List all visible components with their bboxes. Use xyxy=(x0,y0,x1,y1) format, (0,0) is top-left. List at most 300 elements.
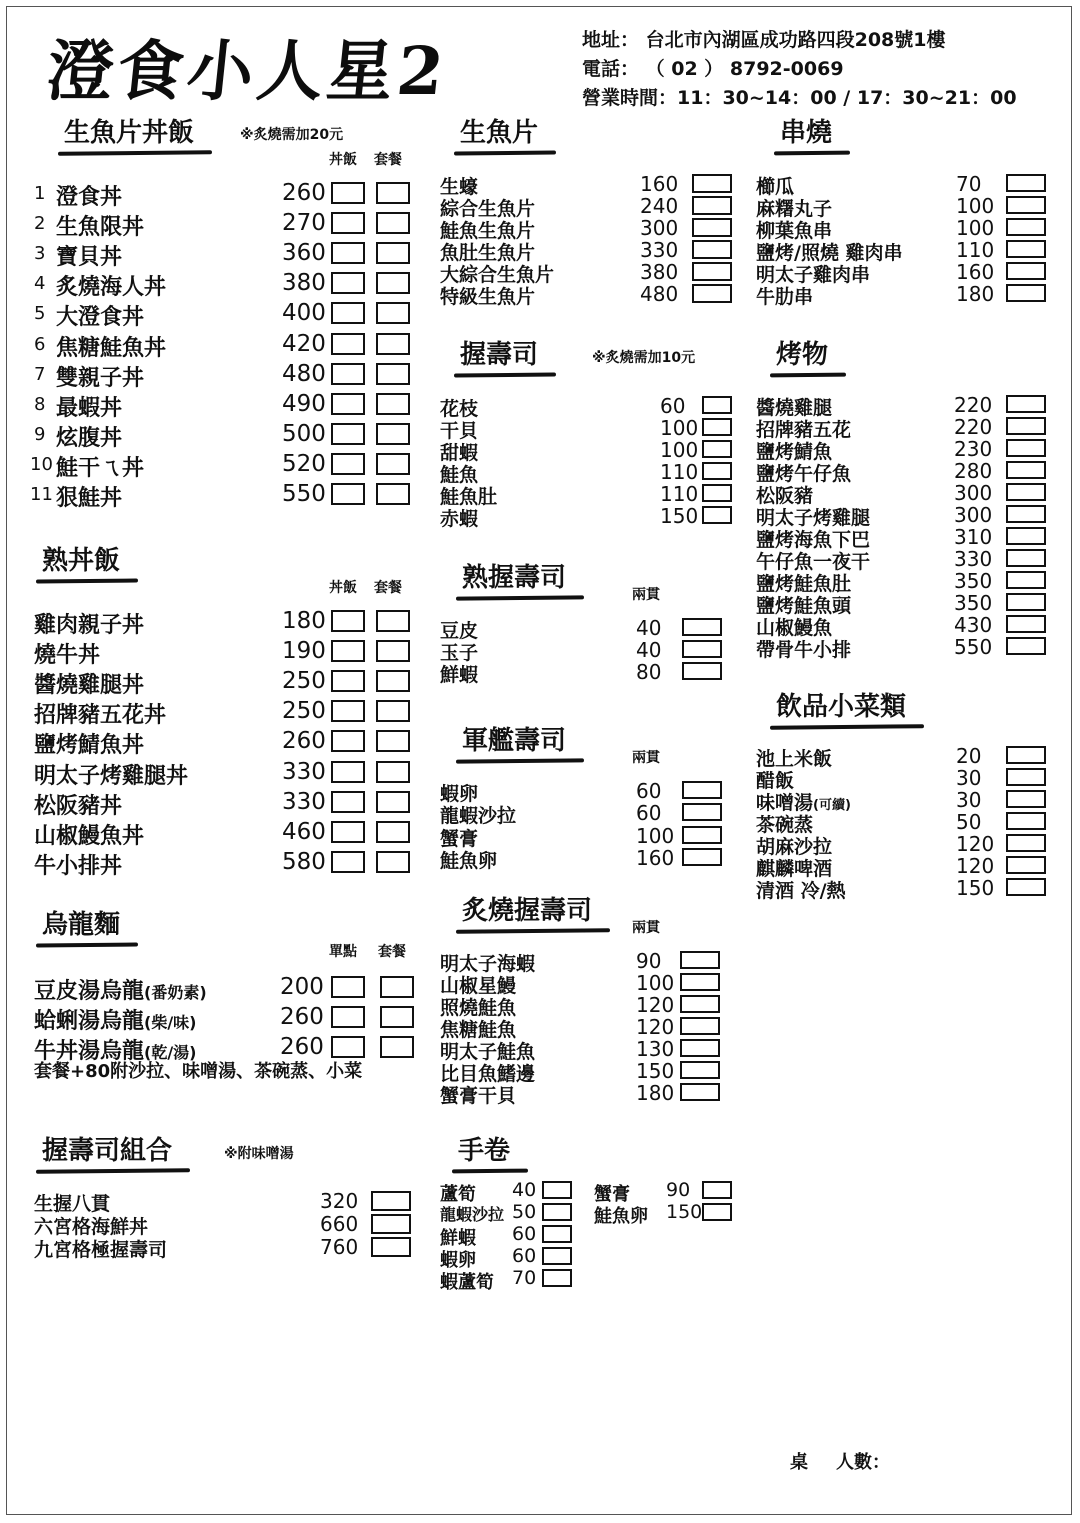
item-number: 11 xyxy=(30,484,53,505)
item-number: 9 xyxy=(34,423,46,445)
item-number: 8 xyxy=(34,393,46,415)
order-checkbox[interactable] xyxy=(331,700,365,722)
menu-item-name: 玉子 xyxy=(440,642,479,664)
menu-item-price: 120 xyxy=(956,854,995,878)
order-checkbox[interactable] xyxy=(1006,637,1046,655)
menu-item-price: 60 xyxy=(512,1223,537,1245)
order-checkbox[interactable] xyxy=(331,423,365,445)
order-checkbox[interactable] xyxy=(680,1061,720,1079)
menu-item-name: 清酒 冷/熱 xyxy=(756,880,846,902)
menu-item-price: 70 xyxy=(512,1267,537,1289)
section-title-s8: 軍艦壽司 xyxy=(460,720,570,763)
menu-item-name: 胡麻沙拉 xyxy=(756,836,833,858)
order-checkbox[interactable] xyxy=(1006,174,1046,192)
order-checkbox[interactable] xyxy=(702,484,732,502)
order-checkbox[interactable] xyxy=(371,1214,411,1234)
menu-item-name: 池上米飯 xyxy=(756,748,833,770)
order-checkbox[interactable] xyxy=(680,1083,720,1101)
menu-item-name: 雞肉親子丼 xyxy=(34,613,145,638)
item-number: 3 xyxy=(34,243,46,265)
order-checkbox[interactable] xyxy=(331,821,365,843)
order-checkbox[interactable] xyxy=(1006,549,1046,567)
menu-item-price: 460 xyxy=(282,818,326,845)
menu-item-price: 250 xyxy=(282,698,326,725)
menu-item-price: 160 xyxy=(956,260,995,284)
menu-item-name: 茶碗蒸 xyxy=(756,814,814,836)
menu-item-price: 120 xyxy=(956,832,995,856)
menu-item-price: 60 xyxy=(512,1245,537,1267)
order-checkbox[interactable] xyxy=(692,218,732,237)
order-checkbox[interactable] xyxy=(692,174,732,193)
section-title-s11: 串燒 xyxy=(778,112,836,155)
order-checkbox[interactable] xyxy=(376,730,410,752)
order-checkbox[interactable] xyxy=(1006,240,1046,258)
restaurant-logo: 澄食小人星2 xyxy=(43,32,452,110)
order-checkbox[interactable] xyxy=(542,1225,572,1243)
column-header-s9: 兩貫 xyxy=(632,920,660,936)
order-checkbox[interactable] xyxy=(331,333,365,355)
menu-item-name: 六宮格海鮮丼 xyxy=(34,1216,149,1238)
order-checkbox[interactable] xyxy=(1006,878,1046,896)
hours-text: 營業時間：11：30~14：00 / 17：30~21：00 xyxy=(582,87,1017,109)
menu-item-price: 180 xyxy=(282,608,326,634)
order-checkbox[interactable] xyxy=(682,618,722,636)
order-checkbox[interactable] xyxy=(680,951,720,969)
order-checkbox[interactable] xyxy=(1006,505,1046,523)
menu-item-price: 100 xyxy=(660,438,699,462)
order-checkbox[interactable] xyxy=(702,418,732,436)
menu-item-name: 牛肋串 xyxy=(756,286,814,308)
menu-item-price: 550 xyxy=(954,635,993,659)
menu-item-name: 山椒星鰻 xyxy=(440,975,517,997)
menu-item-name: 干貝 xyxy=(440,420,479,442)
order-checkbox[interactable] xyxy=(1006,196,1046,214)
menu-item-name: 綜合生魚片 xyxy=(440,198,536,220)
section-title-s1: 生魚片丼飯 xyxy=(62,112,198,155)
menu-item-name: 午仔魚一夜干 xyxy=(756,551,871,573)
menu-item-price: 380 xyxy=(282,270,326,297)
menu-item-name: 明太子烤雞腿 xyxy=(756,507,871,529)
menu-item-price: 160 xyxy=(640,172,679,196)
menu-item-price: 110 xyxy=(660,460,699,484)
menu-item-name: 松阪豬丼 xyxy=(34,793,123,819)
menu-item-name: 大綜合生魚片 xyxy=(440,264,555,286)
section-note-s4: ※附味噌湯 xyxy=(224,1146,294,1162)
menu-item-price: 490 xyxy=(282,390,326,417)
menu-item-name: 鹽烤鯖魚丼 xyxy=(34,733,145,759)
order-checkbox[interactable] xyxy=(376,302,410,324)
section-title-s6: 握壽司 xyxy=(458,334,542,377)
menu-item-name: 鹽烤鮭魚頭 xyxy=(756,595,852,617)
order-checkbox[interactable] xyxy=(331,851,365,873)
menu-item-price: 30 xyxy=(956,766,982,790)
menu-item-price: 380 xyxy=(640,260,679,284)
menu-item-name: 蝦卵 xyxy=(440,1250,476,1271)
section-note-s1: ※炙燒需加20元 xyxy=(240,127,344,143)
menu-item-name: 牛小排丼 xyxy=(34,853,123,879)
order-checkbox[interactable] xyxy=(1006,812,1046,830)
menu-item-name: 狠鮭丼 xyxy=(56,486,123,511)
column-header-s7: 兩貫 xyxy=(632,587,660,603)
menu-item-name: 鮭魚卵 xyxy=(594,1206,648,1227)
menu-item-price: 260 xyxy=(280,1004,324,1031)
menu-item-price: 310 xyxy=(954,525,993,549)
menu-item-price: 90 xyxy=(636,949,662,973)
menu-item-price: 150 xyxy=(956,876,995,900)
menu-item-name: 松阪豬 xyxy=(756,485,814,507)
order-checkbox[interactable] xyxy=(702,506,732,524)
menu-item-price: 350 xyxy=(954,591,993,615)
menu-item-price: 270 xyxy=(282,210,326,237)
menu-item-note: (番奶素) xyxy=(144,983,207,1002)
order-checkbox[interactable] xyxy=(542,1203,572,1221)
item-number: 1 xyxy=(34,183,46,204)
order-checkbox[interactable] xyxy=(1006,262,1046,280)
menu-item-price: 100 xyxy=(956,216,995,240)
store-info xyxy=(582,26,1017,113)
order-checkbox[interactable] xyxy=(376,363,410,385)
menu-item-name: 炫腹丼 xyxy=(56,425,123,451)
order-checkbox[interactable] xyxy=(331,791,365,813)
section-title-s13: 飲品小菜類 xyxy=(774,686,910,729)
menu-item-price: 180 xyxy=(956,282,995,306)
order-checkbox[interactable] xyxy=(376,851,410,873)
item-number: 2 xyxy=(34,213,46,235)
menu-item-name: 鮭魚肚 xyxy=(440,486,498,508)
menu-item-name: 明太子烤雞腿丼 xyxy=(34,763,189,789)
order-checkbox[interactable] xyxy=(1006,834,1046,852)
menu-item-price: 400 xyxy=(282,300,326,327)
section-title-s7: 熟握壽司 xyxy=(460,557,570,600)
menu-item-price: 420 xyxy=(282,330,326,357)
menu-item-price: 260 xyxy=(280,1034,324,1061)
menu-item-name: 燒牛丼 xyxy=(34,643,101,669)
menu-item-price: 350 xyxy=(954,569,993,593)
order-checkbox[interactable] xyxy=(376,670,410,692)
menu-item-name: 蟹膏 xyxy=(594,1184,630,1205)
menu-item-name: 麒麟啤酒 xyxy=(756,858,833,880)
order-checkbox[interactable] xyxy=(682,848,722,866)
section-title-s2: 熟丼飯 xyxy=(40,540,124,583)
order-checkbox[interactable] xyxy=(1006,483,1046,501)
menu-item-price: 70 xyxy=(956,172,982,196)
menu-item-name: 鹽烤鯖魚 xyxy=(756,441,833,463)
menu-item-name: 花枝 xyxy=(440,398,479,420)
menu-item-price: 120 xyxy=(636,993,675,1017)
menu-item-price: 100 xyxy=(956,194,995,218)
order-checkbox[interactable] xyxy=(331,640,365,662)
menu-item-price: 120 xyxy=(636,1015,675,1039)
menu-item-price: 550 xyxy=(282,481,326,507)
menu-item-price: 260 xyxy=(282,728,326,755)
menu-item-price: 360 xyxy=(282,240,326,267)
people-count-label: 人數： xyxy=(836,1452,890,1473)
order-checkbox[interactable] xyxy=(1006,439,1046,457)
menu-item-price: 260 xyxy=(282,180,326,206)
order-checkbox[interactable] xyxy=(331,761,365,783)
column-header-s2: 丼飯 xyxy=(329,580,357,596)
order-checkbox[interactable] xyxy=(682,781,722,799)
column-header-s8: 兩貫 xyxy=(632,750,660,766)
menu-item-name: 醬燒雞腿丼 xyxy=(34,673,145,699)
table-number-label: 桌 xyxy=(790,1452,808,1473)
menu-item-price: 110 xyxy=(660,482,699,506)
menu-item-name: 蝦蘆筍 xyxy=(440,1272,494,1293)
order-checkbox[interactable] xyxy=(1006,417,1046,435)
order-checkbox[interactable] xyxy=(702,440,732,458)
menu-item-name: 鹽烤/照燒 雞肉串 xyxy=(756,242,903,264)
menu-item-price: 130 xyxy=(636,1037,675,1061)
column-header-s3: 套餐 xyxy=(378,944,406,960)
menu-item-name: 特級生魚片 xyxy=(440,286,536,308)
order-checkbox[interactable] xyxy=(682,662,722,680)
order-checkbox[interactable] xyxy=(376,761,410,783)
menu-item-name: 雙親子丼 xyxy=(56,365,145,391)
address-text: 地址： 台北市內湖區成功路四段208號1樓 xyxy=(582,29,946,51)
phone-text: 電話： （ 02 ） 8792-0069 xyxy=(582,58,844,80)
order-checkbox[interactable] xyxy=(331,212,365,234)
column-header-s1: 丼飯 xyxy=(329,152,357,168)
order-checkbox[interactable] xyxy=(376,212,410,234)
column-header-s3: 單點 xyxy=(329,944,357,960)
menu-item-name: 焦糖鮭魚 xyxy=(440,1019,517,1041)
menu-item-price: 300 xyxy=(954,503,993,527)
menu-item-price: 330 xyxy=(282,788,326,815)
menu-item-name: 生蠔 xyxy=(440,176,479,198)
order-checkbox[interactable] xyxy=(702,462,732,480)
order-checkbox[interactable] xyxy=(376,393,410,415)
menu-item-name: 山椒鰻魚丼 xyxy=(34,823,145,849)
order-checkbox[interactable] xyxy=(682,803,722,821)
menu-item-price: 330 xyxy=(954,547,993,571)
menu-item-name: 味噌湯(可續) xyxy=(756,792,851,814)
menu-item-name: 醬燒雞腿 xyxy=(756,397,833,419)
menu-item-name: 鹽烤鮭魚肚 xyxy=(756,573,852,595)
order-checkbox[interactable] xyxy=(376,610,410,632)
menu-item-name: 蟹膏 xyxy=(440,827,479,850)
menu-item-price: 90 xyxy=(666,1179,691,1201)
order-checkbox[interactable] xyxy=(376,700,410,722)
menu-item-note: (柴/味) xyxy=(144,1013,197,1033)
order-checkbox[interactable] xyxy=(1006,571,1046,589)
menu-item-price: 220 xyxy=(954,393,993,417)
menu-item-name: 龍蝦沙拉 xyxy=(440,1205,505,1224)
menu-item-name: 澄食丼 xyxy=(56,185,123,210)
menu-item-name: 鮭魚 xyxy=(440,464,479,486)
order-checkbox[interactable] xyxy=(376,182,410,204)
order-checkbox[interactable] xyxy=(1006,790,1046,808)
menu-item-name: 寶貝丼 xyxy=(56,245,123,271)
order-checkbox[interactable] xyxy=(1006,856,1046,874)
order-checkbox[interactable] xyxy=(331,1006,365,1028)
menu-item-price: 40 xyxy=(636,616,662,640)
order-checkbox[interactable] xyxy=(1006,768,1046,786)
order-checkbox[interactable] xyxy=(692,262,732,281)
menu-item-price: 190 xyxy=(282,638,326,665)
order-checkbox[interactable] xyxy=(1006,395,1046,413)
menu-item-price: 520 xyxy=(282,450,326,477)
menu-item-name: 明太子海蝦 xyxy=(440,953,536,975)
section-title-s12: 烤物 xyxy=(774,334,832,377)
menu-item-name: 豆皮湯烏龍(番奶素) xyxy=(34,979,207,1004)
menu-item-price: 100 xyxy=(636,971,675,995)
menu-item-price: 30 xyxy=(956,788,982,812)
menu-item-price: 430 xyxy=(954,613,993,637)
section-title-s9: 炙燒握壽司 xyxy=(460,890,596,933)
order-checkbox[interactable] xyxy=(331,363,365,385)
menu-item-name: 鮭魚生魚片 xyxy=(440,220,536,242)
order-checkbox[interactable] xyxy=(331,670,365,692)
menu-item-name: 蟹膏干貝 xyxy=(440,1085,517,1107)
menu-item-price: 40 xyxy=(512,1179,537,1201)
order-checkbox[interactable] xyxy=(702,1203,732,1221)
menu-item-name: 招牌豬五花丼 xyxy=(34,703,167,729)
item-number: 10 xyxy=(30,453,53,475)
menu-item-name: 麻糬丸子 xyxy=(756,198,833,220)
order-checkbox[interactable] xyxy=(1006,615,1046,633)
menu-item-price: 240 xyxy=(640,194,679,218)
order-checkbox[interactable] xyxy=(542,1269,572,1287)
order-checkbox[interactable] xyxy=(1006,593,1046,611)
menu-item-price: 330 xyxy=(282,758,326,785)
menu-item-price: 150 xyxy=(666,1201,703,1223)
order-checkbox[interactable] xyxy=(542,1181,572,1199)
menu-item-price: 300 xyxy=(640,216,679,240)
order-checkbox[interactable] xyxy=(331,1036,365,1058)
item-number: 7 xyxy=(34,363,46,385)
section-footnote-s3: 套餐+80附沙拉、味噌湯、茶碗蒸、小菜 xyxy=(34,1061,363,1082)
menu-item-name: 帶骨牛小排 xyxy=(756,639,852,661)
order-checkbox[interactable] xyxy=(376,640,410,662)
order-checkbox[interactable] xyxy=(1006,218,1046,236)
order-checkbox[interactable] xyxy=(331,730,365,752)
order-checkbox[interactable] xyxy=(380,976,414,998)
section-title-s10: 手卷 xyxy=(456,1130,514,1173)
menu-item-price: 220 xyxy=(954,415,993,439)
order-checkbox[interactable] xyxy=(1006,527,1046,545)
menu-item-name: 山椒鰻魚 xyxy=(756,617,833,639)
menu-item-name: 醋飯 xyxy=(756,770,795,792)
menu-item-name: 最蝦丼 xyxy=(56,395,123,421)
menu-item-price: 150 xyxy=(636,1059,675,1083)
menu-item-name: 比目魚鰭邊 xyxy=(440,1063,536,1085)
menu-item-name: 炙燒海人丼 xyxy=(56,275,167,301)
order-checkbox[interactable] xyxy=(371,1237,411,1257)
menu-item-name: 鮭干ㄟ丼 xyxy=(56,455,145,481)
order-checkbox[interactable] xyxy=(702,396,732,414)
menu-item-price: 480 xyxy=(640,282,679,306)
menu-item-name: 明太子雞肉串 xyxy=(756,264,871,286)
order-checkbox[interactable] xyxy=(1006,746,1046,764)
column-header-s1: 套餐 xyxy=(374,152,402,168)
order-checkbox[interactable] xyxy=(376,453,410,475)
order-checkbox[interactable] xyxy=(331,182,365,204)
order-checkbox[interactable] xyxy=(376,791,410,813)
menu-item-price: 660 xyxy=(320,1212,359,1236)
order-checkbox[interactable] xyxy=(1006,284,1046,302)
menu-item-name: 招牌豬五花 xyxy=(756,419,852,441)
menu-item-name: 豆皮 xyxy=(440,620,479,642)
order-checkbox[interactable] xyxy=(376,333,410,355)
menu-item-price: 60 xyxy=(660,394,686,418)
order-checkbox[interactable] xyxy=(680,995,720,1013)
menu-item-name: 蘆筍 xyxy=(440,1184,476,1205)
menu-item-price: 50 xyxy=(956,810,982,834)
menu-item-name: 蛤蜊湯烏龍(柴/味) xyxy=(34,1009,197,1035)
menu-item-name: 龍蝦沙拉 xyxy=(440,805,517,828)
order-checkbox[interactable] xyxy=(331,393,365,415)
menu-item-name: 櫛瓜 xyxy=(756,176,795,198)
item-number: 5 xyxy=(34,303,46,325)
order-checkbox[interactable] xyxy=(331,610,365,632)
order-checkbox[interactable] xyxy=(371,1191,411,1211)
order-checkbox[interactable] xyxy=(680,973,720,991)
menu-item-price: 50 xyxy=(512,1201,537,1223)
order-checkbox[interactable] xyxy=(680,1017,720,1035)
menu-item-price: 500 xyxy=(282,420,326,447)
menu-item-name: 鮮蝦 xyxy=(440,664,479,686)
menu-item-price: 80 xyxy=(636,660,662,684)
menu-item-name: 魚肚生魚片 xyxy=(440,242,536,264)
order-checkbox[interactable] xyxy=(331,302,365,324)
menu-item-name: 赤蝦 xyxy=(440,508,479,530)
order-checkbox[interactable] xyxy=(376,423,410,445)
order-checkbox[interactable] xyxy=(542,1247,572,1265)
order-checkbox[interactable] xyxy=(692,240,732,259)
order-checkbox[interactable] xyxy=(680,1039,720,1057)
menu-item-price: 100 xyxy=(660,416,699,440)
menu-item-price: 40 xyxy=(636,638,662,662)
order-checkbox[interactable] xyxy=(682,826,722,844)
menu-item-name: 九宮格極握壽司 xyxy=(34,1239,168,1261)
order-checkbox[interactable] xyxy=(331,976,365,998)
order-checkbox[interactable] xyxy=(702,1181,732,1199)
order-checkbox[interactable] xyxy=(331,483,365,505)
order-checkbox[interactable] xyxy=(331,272,365,294)
order-checkbox[interactable] xyxy=(682,640,722,658)
order-checkbox[interactable] xyxy=(331,453,365,475)
order-checkbox[interactable] xyxy=(376,821,410,843)
order-checkbox[interactable] xyxy=(380,1006,414,1028)
section-title-s3: 烏龍麵 xyxy=(40,904,124,947)
menu-item-price: 160 xyxy=(636,845,675,870)
item-number: 6 xyxy=(34,333,46,355)
order-checkbox[interactable] xyxy=(692,284,732,303)
order-checkbox[interactable] xyxy=(376,272,410,294)
order-checkbox[interactable] xyxy=(376,483,410,505)
order-checkbox[interactable] xyxy=(1006,461,1046,479)
menu-item-price: 20 xyxy=(956,744,982,768)
menu-item-price: 320 xyxy=(320,1189,359,1213)
menu-item-price: 230 xyxy=(954,437,993,461)
order-checkbox[interactable] xyxy=(376,242,410,264)
menu-item-price: 760 xyxy=(320,1235,359,1259)
menu-item-name: 鹽烤海魚下巴 xyxy=(756,529,871,551)
menu-item-price: 580 xyxy=(282,848,326,875)
order-checkbox[interactable] xyxy=(331,242,365,264)
menu-item-price: 300 xyxy=(954,481,993,505)
menu-item-price: 250 xyxy=(282,668,326,695)
menu-item-name: 蝦卵 xyxy=(440,783,479,805)
menu-item-price: 330 xyxy=(640,238,679,262)
order-checkbox[interactable] xyxy=(692,196,732,215)
section-title-s4: 握壽司組合 xyxy=(40,1130,176,1173)
menu-item-price: 110 xyxy=(956,238,995,262)
menu-item-price: 280 xyxy=(954,459,993,483)
menu-item-price: 150 xyxy=(660,504,699,528)
order-checkbox[interactable] xyxy=(380,1036,414,1058)
menu-item-name: 生握八貫 xyxy=(34,1193,111,1215)
